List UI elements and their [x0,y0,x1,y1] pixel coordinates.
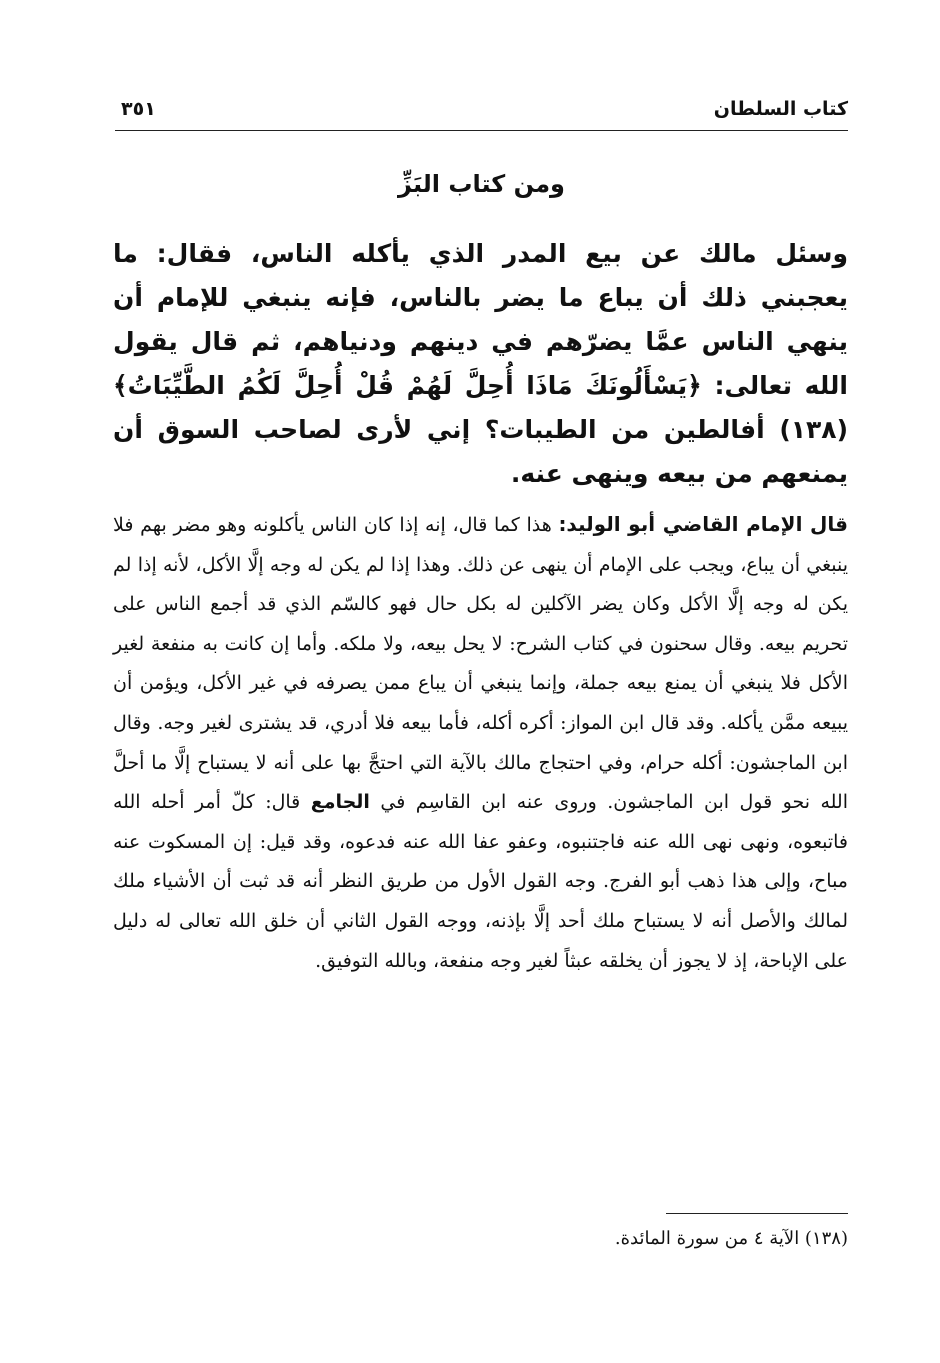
page-number: ٣٥١ [121,98,156,120]
section-title: ومن كتاب البَزِّ [398,170,565,198]
running-title: كتاب السلطان [713,98,848,120]
commentary-lead: قال الإمام القاضي أبو الوليد: [558,512,848,536]
question-text: وسئل مالك عن بيع المدر الذي يأكله الناس، فقال: ما يعجبني ذلك أن يباع ما يضر بالناس، فإنه ينبغي للإمام أن ينهي الناس عمَّا يضرّهم في دينهم ودنياهم، ثم قال يقول الله تعالى: ﴿يَسْأَلُونَكَ مَاذَا أُحِلَّ لَهُمْ قُلْ أُحِلَّ لَكُمُ الطَّيِّبَاتُ﴾(١٣٨) أفالطين من الطيبات؟ إني لأرى لصاحب السوق أن يمنعهم من بيعه وينهى عنه. [113,239,848,488]
running-header [115,96,848,131]
book-reference: الجامع [310,791,370,814]
question-paragraph [113,232,848,496]
commentary-part-2: قال: كلّ أمر أحله الله فاتبعوه، ونهى نهى الله عنه فاجتنبوه، وعفو عفا الله عنه فدعوه، وقد قيل: إن المسكوت عنه مباح، وإلى هذا ذهب أبو الفرج. وجه القول الأول من طريق النظر أنه قد ثبت أن الأشياء ملك لمالك والأصل أنه لا يستباح ملك أحد إلَّا بإذنه، ووجه القول الثاني أن خلق الله تعالى له دليل على الإباحة، إذ لا يجوز أن يخلقه عبثاً لغير وجه منفعة، وبالله التوفيق. [113,791,848,972]
commentary-part-1: هذا كما قال، إنه إذا كان الناس يأكلونه وهو مضر بهم فلا ينبغي أن يباع، ويجب على الإمام أن ينهى عن ذلك. وهذا إذا لم يكن له وجه إلَّا الأكل، لأنه إذا لم يكن له وجه إلَّا الأكل وكان يضر الآكلين له بكل حال فهو كالسّم الذي قد أجمع الناس على تحريم بيعه. وقال سحنون في كتاب الشرح: لا يحل بيعه، ولا ملكه. وأما إن كانت به منفعة لغير الأكل فلا ينبغي أن يمنع بيعه جملة، وإنما ينبغي أن يباع ممن يصرفه في غير الأكل، ويؤمن أن يبيعه ممَّن يأكله. وقد قال ابن المواز: أكره أكله، فأما بيعه فلا أدري، قد يشترى لغير وجه. وقال ابن الماجشون: أكله حرام، وفي احتجاج مالك بالآية التي احتجَّ بها على أنه لا يستباح إلَّا ما أحلَّ الله نحو قول ابن الماجشون. وروى عنه ابن القاسِم في [113,514,848,814]
commentary-paragraph [113,505,848,981]
footnote-divider [666,1213,848,1214]
commentary-text [113,505,848,981]
footnote: (١٣٨) الآية ٤ من سورة المائدة. [614,1228,848,1249]
